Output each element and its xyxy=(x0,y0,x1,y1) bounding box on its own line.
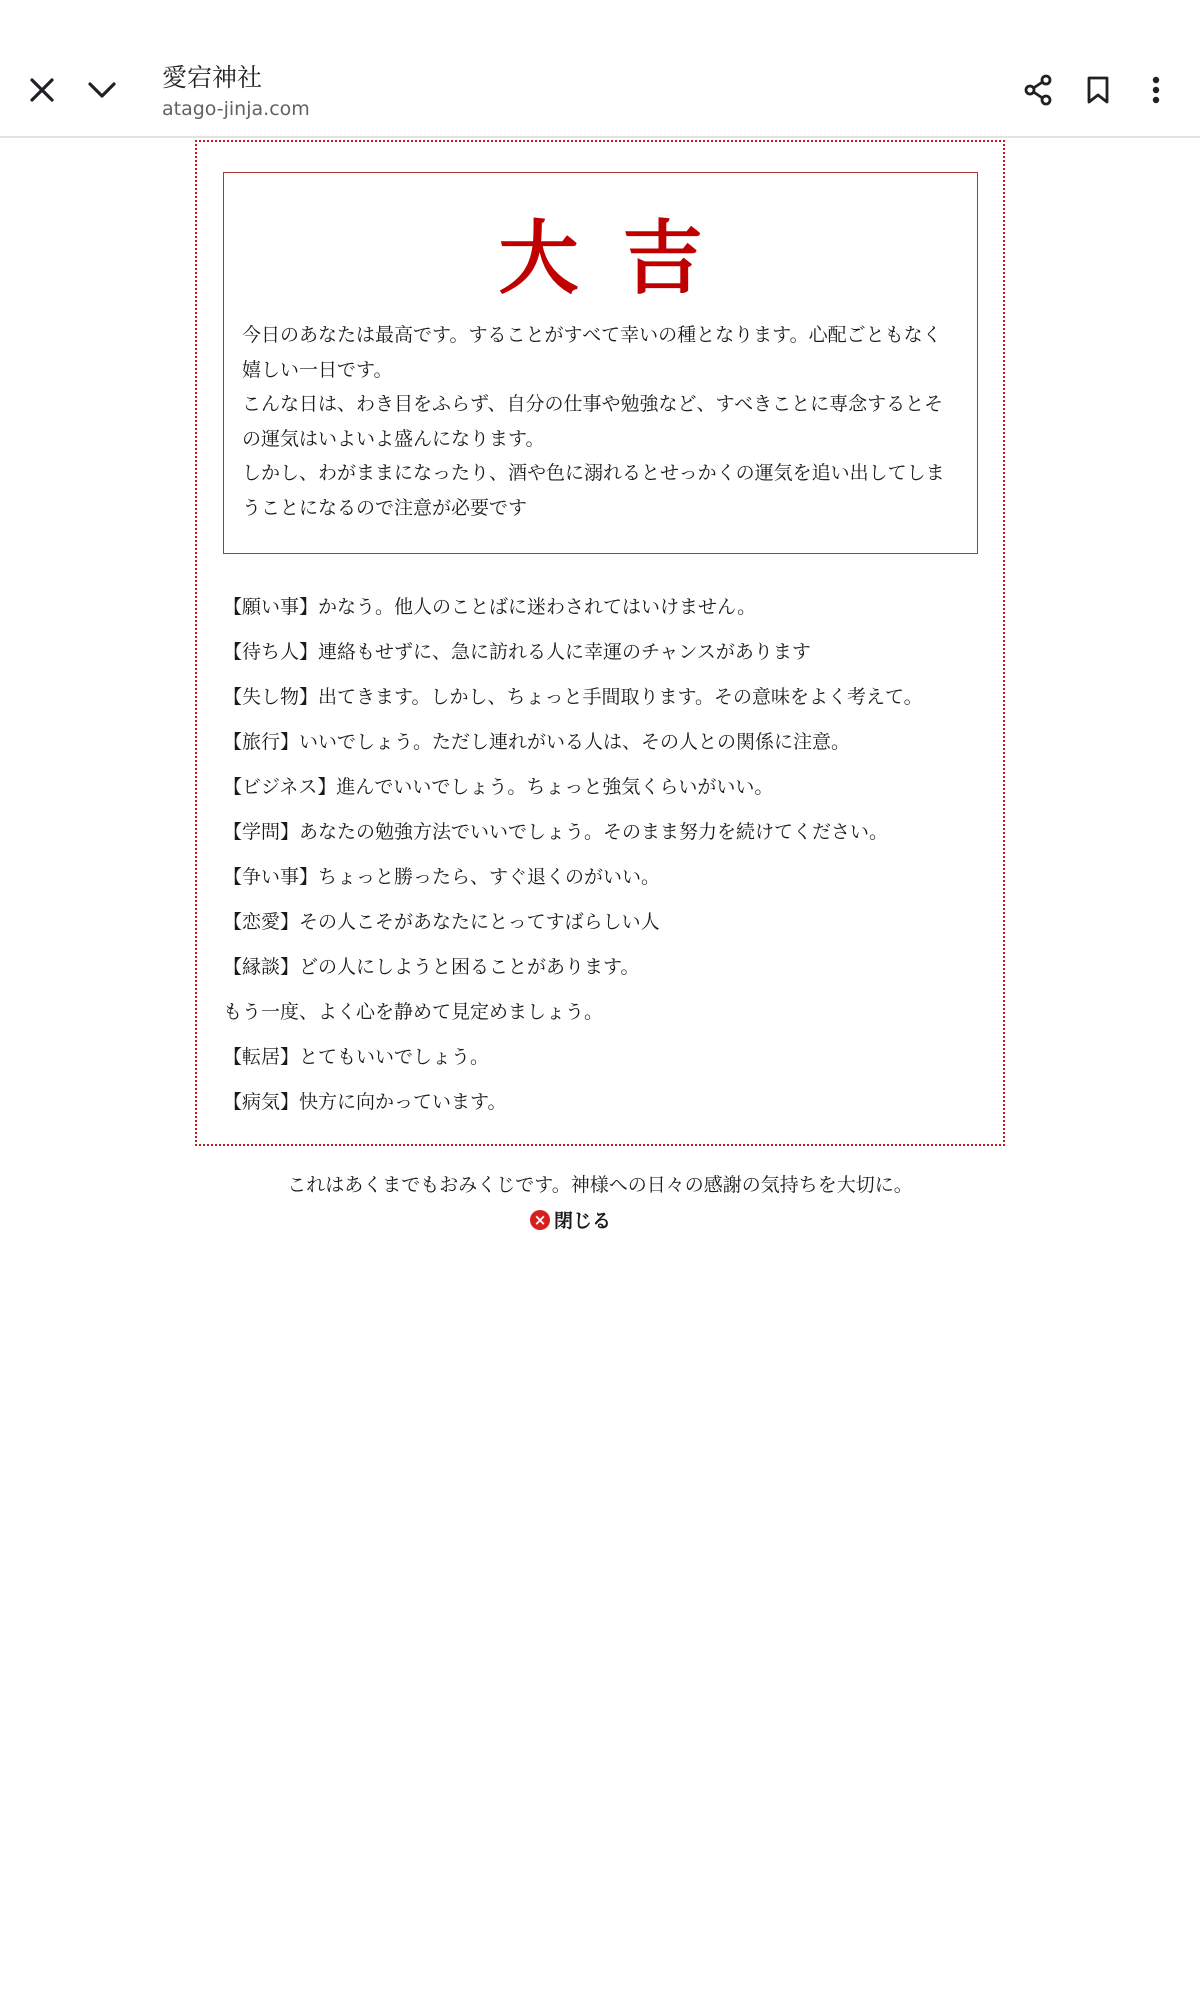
close-tab-button[interactable] xyxy=(14,62,70,118)
share-button[interactable] xyxy=(1010,62,1066,118)
fortune-travel: 【旅行】いいでしょう。ただし連れがいる人は、その人との関係に注意。 xyxy=(223,731,851,753)
fortune-study: 【学問】あなたの勉強方法でいいでしょう。そのまま努力を続けてください。 xyxy=(223,821,889,843)
fortune-awaited-person: 【待ち人】連絡もせずに、急に訪れる人に幸運のチャンスがあります xyxy=(223,641,811,663)
omikuji-frame xyxy=(195,140,1005,1146)
description-line: の運気はいよいよ盛んになります。 xyxy=(242,427,545,450)
bookmark-button[interactable] xyxy=(1070,62,1126,118)
close-label: 閉じる xyxy=(554,1210,612,1232)
fortune-summary-box xyxy=(223,172,978,554)
close-circle-icon: × xyxy=(530,1210,550,1230)
chevron-down-icon xyxy=(87,80,117,100)
browser-toolbar xyxy=(0,0,1200,138)
close-button[interactable] xyxy=(530,1206,611,1233)
page-title: 愛宕神社 xyxy=(162,63,263,92)
description-line: 今日のあなたは最高です。することがすべて幸いの種となります。心配ごともなく xyxy=(242,324,942,346)
fortune-dispute: 【争い事】ちょっと勝ったら、すぐ退くのがいい。 xyxy=(223,866,661,888)
fortune-moving: 【転居】とてもいいでしょう。 xyxy=(223,1046,490,1068)
share-icon xyxy=(1023,74,1053,106)
fortune-business: 【ビジネス】進んでいいでしょう。ちょっと強気くらいがいい。 xyxy=(223,776,774,798)
minimize-button[interactable] xyxy=(74,62,130,118)
bookmark-icon xyxy=(1086,75,1110,105)
close-icon xyxy=(29,77,55,103)
fortune-result-title: 大吉 xyxy=(498,211,747,305)
more-options-button[interactable] xyxy=(1128,62,1184,118)
fortune-details-list xyxy=(223,585,983,1125)
description-line: こんな日は、わき目をふらず、自分の仕事や勉強など、すべきことに専念するとそ xyxy=(242,393,944,415)
description-line: しかし、わがままになったり、酒や色に溺れるとせっかくの運気を追い出してしま xyxy=(242,462,945,484)
fortune-description xyxy=(242,318,962,525)
fortune-marriage: 【縁談】どの人にしようと困ることがあります。 xyxy=(223,956,640,978)
description-line: 嬉しい一日です。 xyxy=(242,358,393,381)
fortune-marriage-continued: もう一度、よく心を静めて見定めましょう。 xyxy=(223,1001,604,1023)
fortune-illness: 【病気】快方に向かっています。 xyxy=(223,1091,507,1113)
fortune-lost-item: 【失し物】出てきます。しかし、ちょっと手間取ります。その意味をよく考えて。 xyxy=(223,686,923,708)
footer-note: これはあくまでもおみくじです。神様への日々の感謝の気持ちを大切に。 xyxy=(287,1174,913,1196)
fortune-love: 【恋愛】その人こそがあなたにとってすばらしい人 xyxy=(223,911,660,933)
more-vert-icon xyxy=(1151,76,1161,104)
description-line: うことになるので注意が必要です xyxy=(242,496,528,519)
page-url: atago-jinja.com xyxy=(162,98,310,120)
fortune-wish: 【願い事】かなう。他人のことばに迷わされてはいけません。 xyxy=(223,596,757,618)
